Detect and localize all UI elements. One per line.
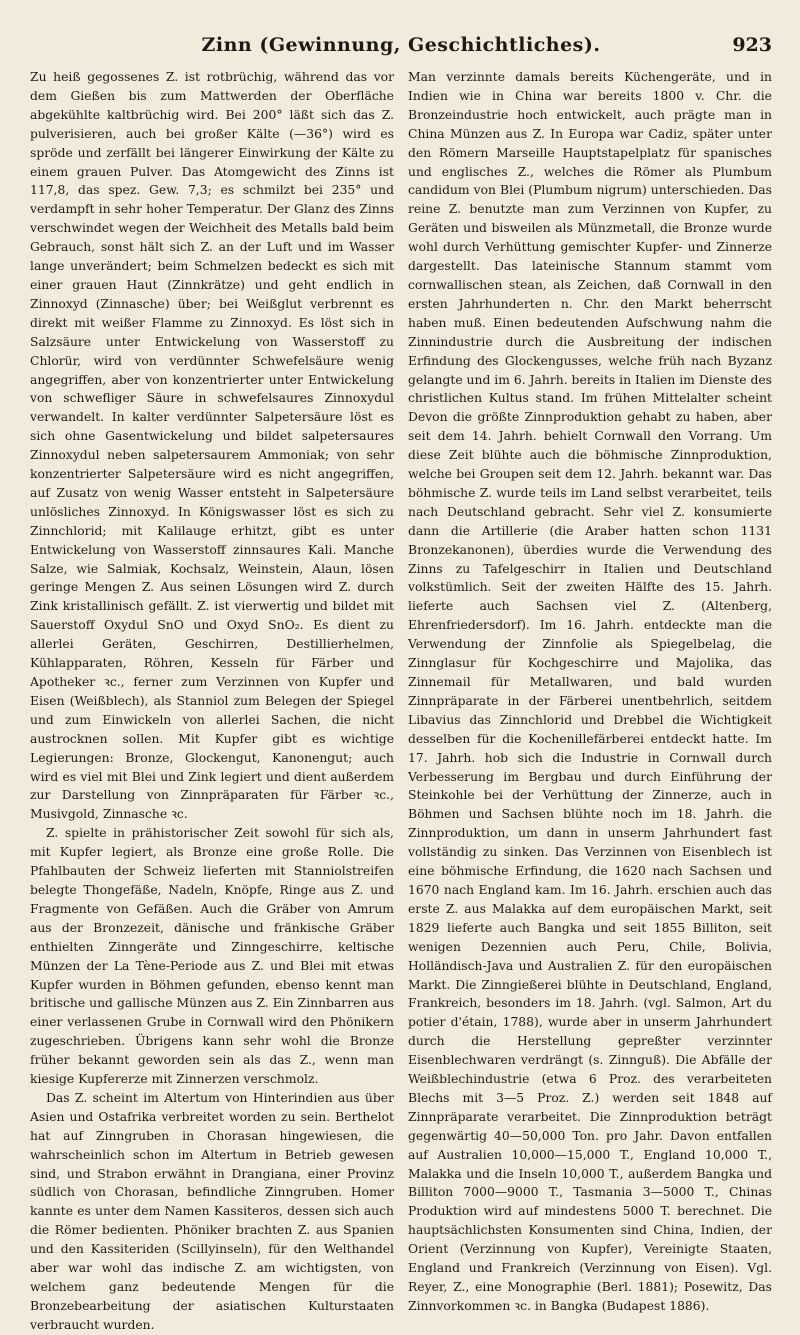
right-column (408, 68, 772, 1335)
paragraph: Man verzinnte damals bereits Küchengeräte, und in Indien wie in China war bereits 1800 v. Chr. die Bronzeindustrie hoch entwickelt, auch prägte man in China Münzen aus Z. In Europa war Cadiz, später unter den Römern Marseille Hauptstapelplatz für spanisches und englisches Z., welches die Römer als Plumbum candidum von Blei (Plumbum nigrum) unterschieden. Das reine Z. benutzte man zum Verzinnen von Kupfer, zu Geräten und bisweilen als Münzmetall, die Bronze wurde wohl durch Verhüttung gemischter Kupfer- und Zinnerze dargestellt. Das lateinische Stannum stammt vom cornwallischen stean, als Zeichen, daß Cornwall in den ersten Jahrhunderten n. Chr. den Markt beherrscht haben muß. Einen bedeutenden Aufschwung nahm die Zinnindustrie durch die Ausbreitung der indischen Erfindung des Glockengusses, welche früh nach Byzanz gelangte und im 6. Jahrh. bereits in Italien im Dienste des christlichen Kultus stand. Im frühen Mittelalter scheint Devon die größte Zinnproduktion gehabt zu haben, aber seit dem 14. Jahrh. behielt Cornwall den Vorrang. Um diese Zeit blühte auch die böhmische Zinnproduktion, welche bei Groupen seit dem 12. Jahrh. bekannt war. Das böhmische Z. wurde teils im Land selbst verarbeitet, teils nach Deutschland gebracht. Sehr viel Z. konsumierte dann die Artillerie (die Araber hatten schon 1131 Bronzekanonen), überdies wurde die Verwendung des Zinns zu Tafelgeschirr in Italien und Deutschland volkstümlich. Seit der zweiten Hälfte des 15. Jahrh. lieferte auch Sachsen viel Z. (Altenberg, Ehrenfriedersdorf). Im 16. Jahrh. entdeckte man die Verwendung der Zinnfolie als Spiegelbelag, die Zinnglasur für Kochgeschirre und Majolika, das Zinnemail für Metallwaren, und bald wurden Zinnpräparate in der Färberei unentbehrlich, seitdem Libavius das Zinnchlorid und Drebbel die Wichtigkeit desselben für die Kochenillefärberei entdeckt hatte. Im 17. Jahrh. hob sich die Industrie in Cornwall durch Verbesserung im Bergbau und durch Einführung der Steinkohle bei der Verhüttung der Zinnerze, auch in Böhmen und Sachsen blühte noch im 18. Jahrh. die Zinnproduktion, um dann in unserm Jahrhundert fast vollständig zu sinken. Das Verzinnen von Eisenblech ist eine böhmische Erfindung, die 1620 nach Sachsen und 1670 nach England kam. Im 16. Jahrh. erschien auch das erste Z. aus Malakka auf dem europäischen Markt, seit 1829 lieferte auch Bangka und seit 1855 Billiton, seit wenigen Dezennien auch Peru, Chile, Bolivia, Holländisch-Java und Australien Z. für den europäischen Markt. Die Zinngießerei blühte in Deutschland, England, Frankreich, besonders im 18. Jahrh. (vgl. Salmon, Art du potier d'étain, 1788), wurde aber in unserm Jahrhundert durch die Herstellung gepreßter verzinnter Eisenblechwaren verdrängt (s. Zinnguß). Die Abfälle der Weißblechindustrie (etwa 6 Proz. des verarbeiteten Blechs mit 3—5 Proz. Z.) werden seit 1848 auf Zinnpräparate verarbeitet. Die Zinnproduktion beträgt gegenwärtig 40—50,000 Ton. pro Jahr. Davon entfallen auf Australien 10,000—15,000 T., England 10,000 T., Malakka und die Inseln 10,000 T., außerdem Bangka und Billiton 7000—9000 T., Tasmania 3—5000 T., Chinas Produktion wird auf mindestens 5000 T. berechnet. Die hauptsächlichsten Konsumenten sind China, Indien, der Orient (Verzinnung von Kupfer), Vereinigte Staaten, England und Frankreich (Verzinnung von Eisen). Vgl. Reyer, Z., eine Monographie (Berl. 1881); Posewitz, Das Zinnvorkommen ꝛc. in Bangka (Budapest 1886). (408, 70, 772, 1313)
left-column (30, 68, 394, 1335)
paragraph: Z. spielte in prähistorischer Zeit sowohl für sich als, mit Kupfer legiert, als Bronze eine große Rolle. Die Pfahlbauten der Schweiz lieferten mit Stanniolstreifen belegte Thongefäße, Nadeln, Knöpfe, Ringe aus Z. und Fragmente von Gefäßen. Auch die Gräber von Amrum aus der Bronzezeit, dänische und fränkische Gräber enthielten Zinngeräte und Zinngeschirre, keltische Münzen der La Tène-Periode aus Z. und Blei mit etwas Kupfer wurden in Böhmen gefunden, ebenso kennt man britische und gallische Münzen aus Z. Ein Zinnbarren aus einer verlassenen Grube in Cornwall wird den Phönikern zugeschrieben. Übrigens kann sehr wohl die Bronze früher bekannt geworden sein als das Z., wenn man kiesige Kupfererze mit Zinnerzen verschmolz. (30, 826, 394, 1087)
running-title: Zinn (Gewinnung, Geschichtliches). (201, 34, 601, 56)
two-column-body (30, 68, 772, 1335)
running-header (30, 30, 772, 62)
paragraph: Das Z. scheint im Altertum von Hinterindien aus über Asien und Ostafrika verbreitet worden zu sein. Berthelot hat auf Zinngruben in Chorasan hingewiesen, die wahrscheinlich schon im Altertum in Betrieb gewesen sind, und Strabon erwähnt in Drangiana, einer Provinz südlich von Chorasan, befindliche Zinngruben. Homer kannte es unter dem Namen Kassiteros, dessen sich auch die Römer bedienten. Phöniker brachten Z. aus Spanien und den Kassiteriden (Scillyinseln), für den Welthandel aber war wohl das indische Z. am wichtigsten, von welchem ganz bedeutende Mengen für die Bronzebearbeitung der asiatischen Kulturstaaten verbraucht wurden. (30, 1090, 394, 1332)
paragraph: Zu heiß gegossenes Z. ist rotbrüchig, während das vor dem Gießen bis zum Mattwerden der Oberfläche abgekühlte kaltbrüchig wird. Bei 200° läßt sich das Z. pulverisieren, auch bei großer Kälte (—36°) wird es spröde und zerfällt bei längerer Einwirkung der Kälte zu einem grauen Pulver. Das Atomgewicht des Zinns ist 117,8, das spez. Gew. 7,3; es schmilzt bei 235° und verdampft in sehr hoher Temperatur. Der Glanz des Zinns verschwindet wegen der Weichheit des Metalls bald beim Gebrauch, sonst hält sich Z. an der Luft und im Wasser lange unverändert; beim Schmelzen bedeckt es sich mit einer grauen Haut (Zinnkrätze) und geht endlich in Zinnoxyd (Zinnasche) über; bei Weißglut verbrennt es direkt mit weißer Flamme zu Zinnoxyd. Es löst sich in Salzsäure unter Entwickelung von Wasserstoff zu Chlorür, wird von verdünnter Schwefelsäure wenig angegriffen, aber von konzentrierter unter Entwickelung von schwefliger Säure in schwefelsaures Zinnoxydul verwandelt. In kalter verdünnter Salpetersäure löst es sich ohne Gasentwickelung und bildet salpetersaures Zinnoxydul neben salpetersaurem Ammoniak; von sehr konzentrierter Salpetersäure wird es nicht angegriffen, auf Zusatz von wenig Wasser entsteht in Salpetersäure unlösliches Zinnoxyd. In Königswasser löst es sich zu Zinnchlorid; mit Kalilauge erhitzt, gibt es unter Entwickelung von Wasserstoff zinnsaures Kali. Manche Salze, wie Salmiak, Kochsalz, Weinstein, Alaun, lösen geringe Mengen Z. Aus seinen Lösungen wird Z. durch Zink kristallinisch gefällt. Z. ist vierwertig und bildet mit Sauerstoff Oxydul SnO und Oxyd SnO₂. Es dient zu allerlei Geräten, Geschirren, Destillierhelmen, Kühlapparaten, Röhren, Kesseln für Färber und Apotheker ꝛc., ferner zum Verzinnen von Kupfer und Eisen (Weißblech), als Stanniol zum Belegen der Spiegel und zum Einwickeln von allerlei Sachen, die nicht austrocknen sollen. Mit Kupfer gibt es wichtige Legierungen: Bronze, Glockengut, Kanonengut; auch wird es viel mit Blei und Zink legiert und dient außerdem zur Darstellung von Zinnpräparaten für Färber ꝛc., Musivgold, Zinnasche ꝛc. (30, 70, 394, 822)
page-number: 923 (732, 34, 772, 56)
